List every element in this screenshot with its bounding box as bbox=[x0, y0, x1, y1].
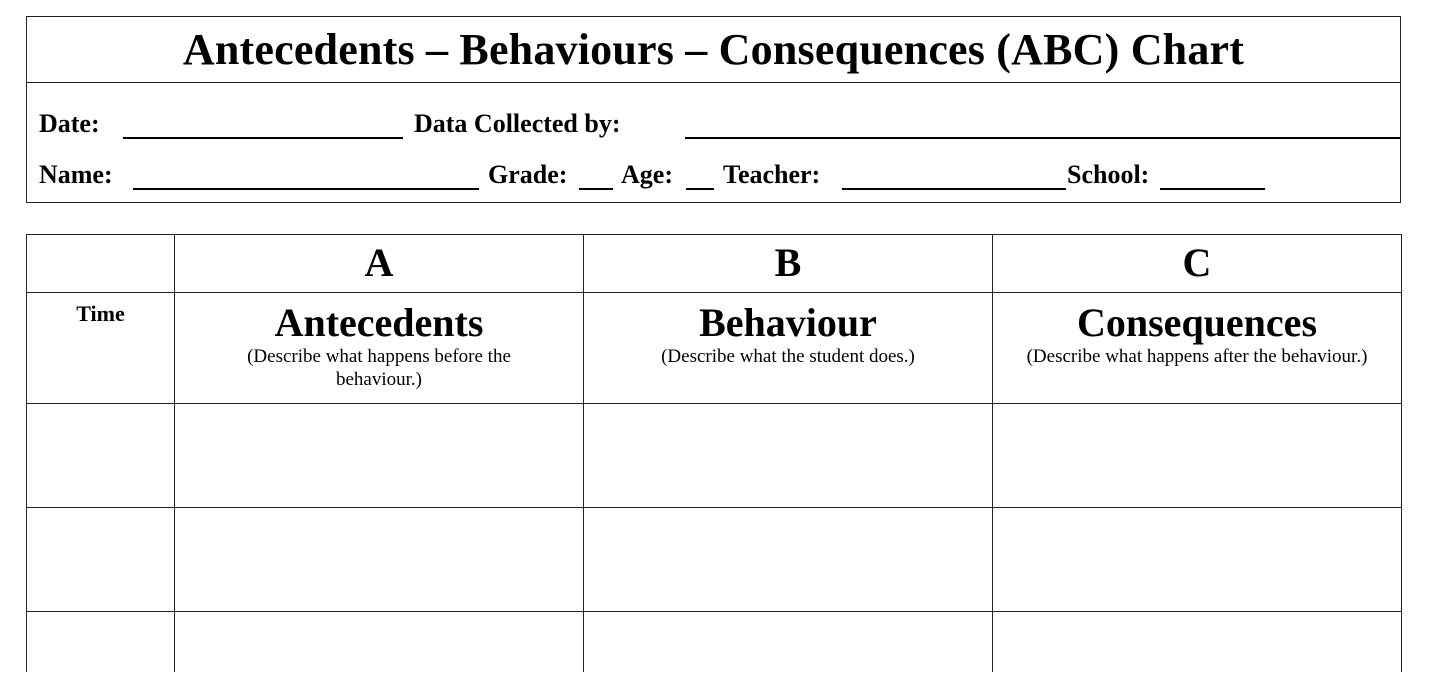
time-cell[interactable] bbox=[27, 404, 175, 508]
data-collected-field[interactable] bbox=[685, 137, 1400, 139]
heading-row bbox=[27, 293, 1402, 404]
behaviour-cell[interactable] bbox=[584, 612, 993, 672]
blank-corner-cell bbox=[27, 235, 175, 293]
behaviour-description: (Describe what the student does.) bbox=[661, 346, 915, 367]
column-letter-c: C bbox=[993, 235, 1402, 293]
form-header bbox=[26, 16, 1401, 203]
consequence-cell[interactable] bbox=[993, 404, 1402, 508]
date-label: Date: bbox=[39, 109, 100, 138]
abc-table bbox=[26, 234, 1402, 672]
behaviour-cell[interactable] bbox=[584, 508, 993, 612]
antecedent-cell[interactable] bbox=[175, 612, 584, 672]
age-field[interactable] bbox=[686, 188, 714, 190]
consequences-heading: Consequences bbox=[1076, 300, 1318, 345]
behaviour-header bbox=[584, 293, 993, 404]
column-letter-a: A bbox=[175, 235, 584, 293]
name-field[interactable] bbox=[133, 188, 479, 190]
letter-row bbox=[27, 235, 1402, 293]
behaviour-heading: Behaviour bbox=[699, 300, 877, 345]
grade-field[interactable] bbox=[579, 188, 613, 190]
page-title: Antecedents – Behaviours – Consequences (ABC) Chart bbox=[27, 17, 1400, 83]
time-header: Time bbox=[27, 293, 175, 404]
school-label: School: bbox=[1067, 160, 1150, 189]
time-cell[interactable] bbox=[27, 508, 175, 612]
age-label: Age: bbox=[621, 160, 673, 189]
time-cell[interactable] bbox=[27, 612, 175, 672]
teacher-field[interactable] bbox=[842, 188, 1066, 190]
grade-label: Grade: bbox=[488, 160, 568, 189]
teacher-label: Teacher: bbox=[723, 160, 821, 189]
antecedents-header bbox=[175, 293, 584, 404]
antecedents-heading: Antecedents bbox=[274, 300, 484, 345]
table-row bbox=[27, 404, 1402, 508]
consequence-cell[interactable] bbox=[993, 612, 1402, 672]
antecedent-cell[interactable] bbox=[175, 508, 584, 612]
consequences-header bbox=[993, 293, 1402, 404]
table-row bbox=[27, 508, 1402, 612]
consequences-description: (Describe what happens after the behaviour.) bbox=[1026, 346, 1368, 367]
consequence-cell[interactable] bbox=[993, 508, 1402, 612]
behaviour-cell[interactable] bbox=[584, 404, 993, 508]
antecedents-description: (Describe what happens before the behaviour.) bbox=[247, 346, 511, 390]
name-label: Name: bbox=[39, 160, 113, 189]
column-letter-b: B bbox=[584, 235, 993, 293]
antecedent-cell[interactable] bbox=[175, 404, 584, 508]
data-collected-label: Data Collected by: bbox=[414, 109, 621, 138]
school-field[interactable] bbox=[1160, 188, 1265, 190]
table-row bbox=[27, 612, 1402, 672]
date-field[interactable] bbox=[123, 137, 403, 139]
